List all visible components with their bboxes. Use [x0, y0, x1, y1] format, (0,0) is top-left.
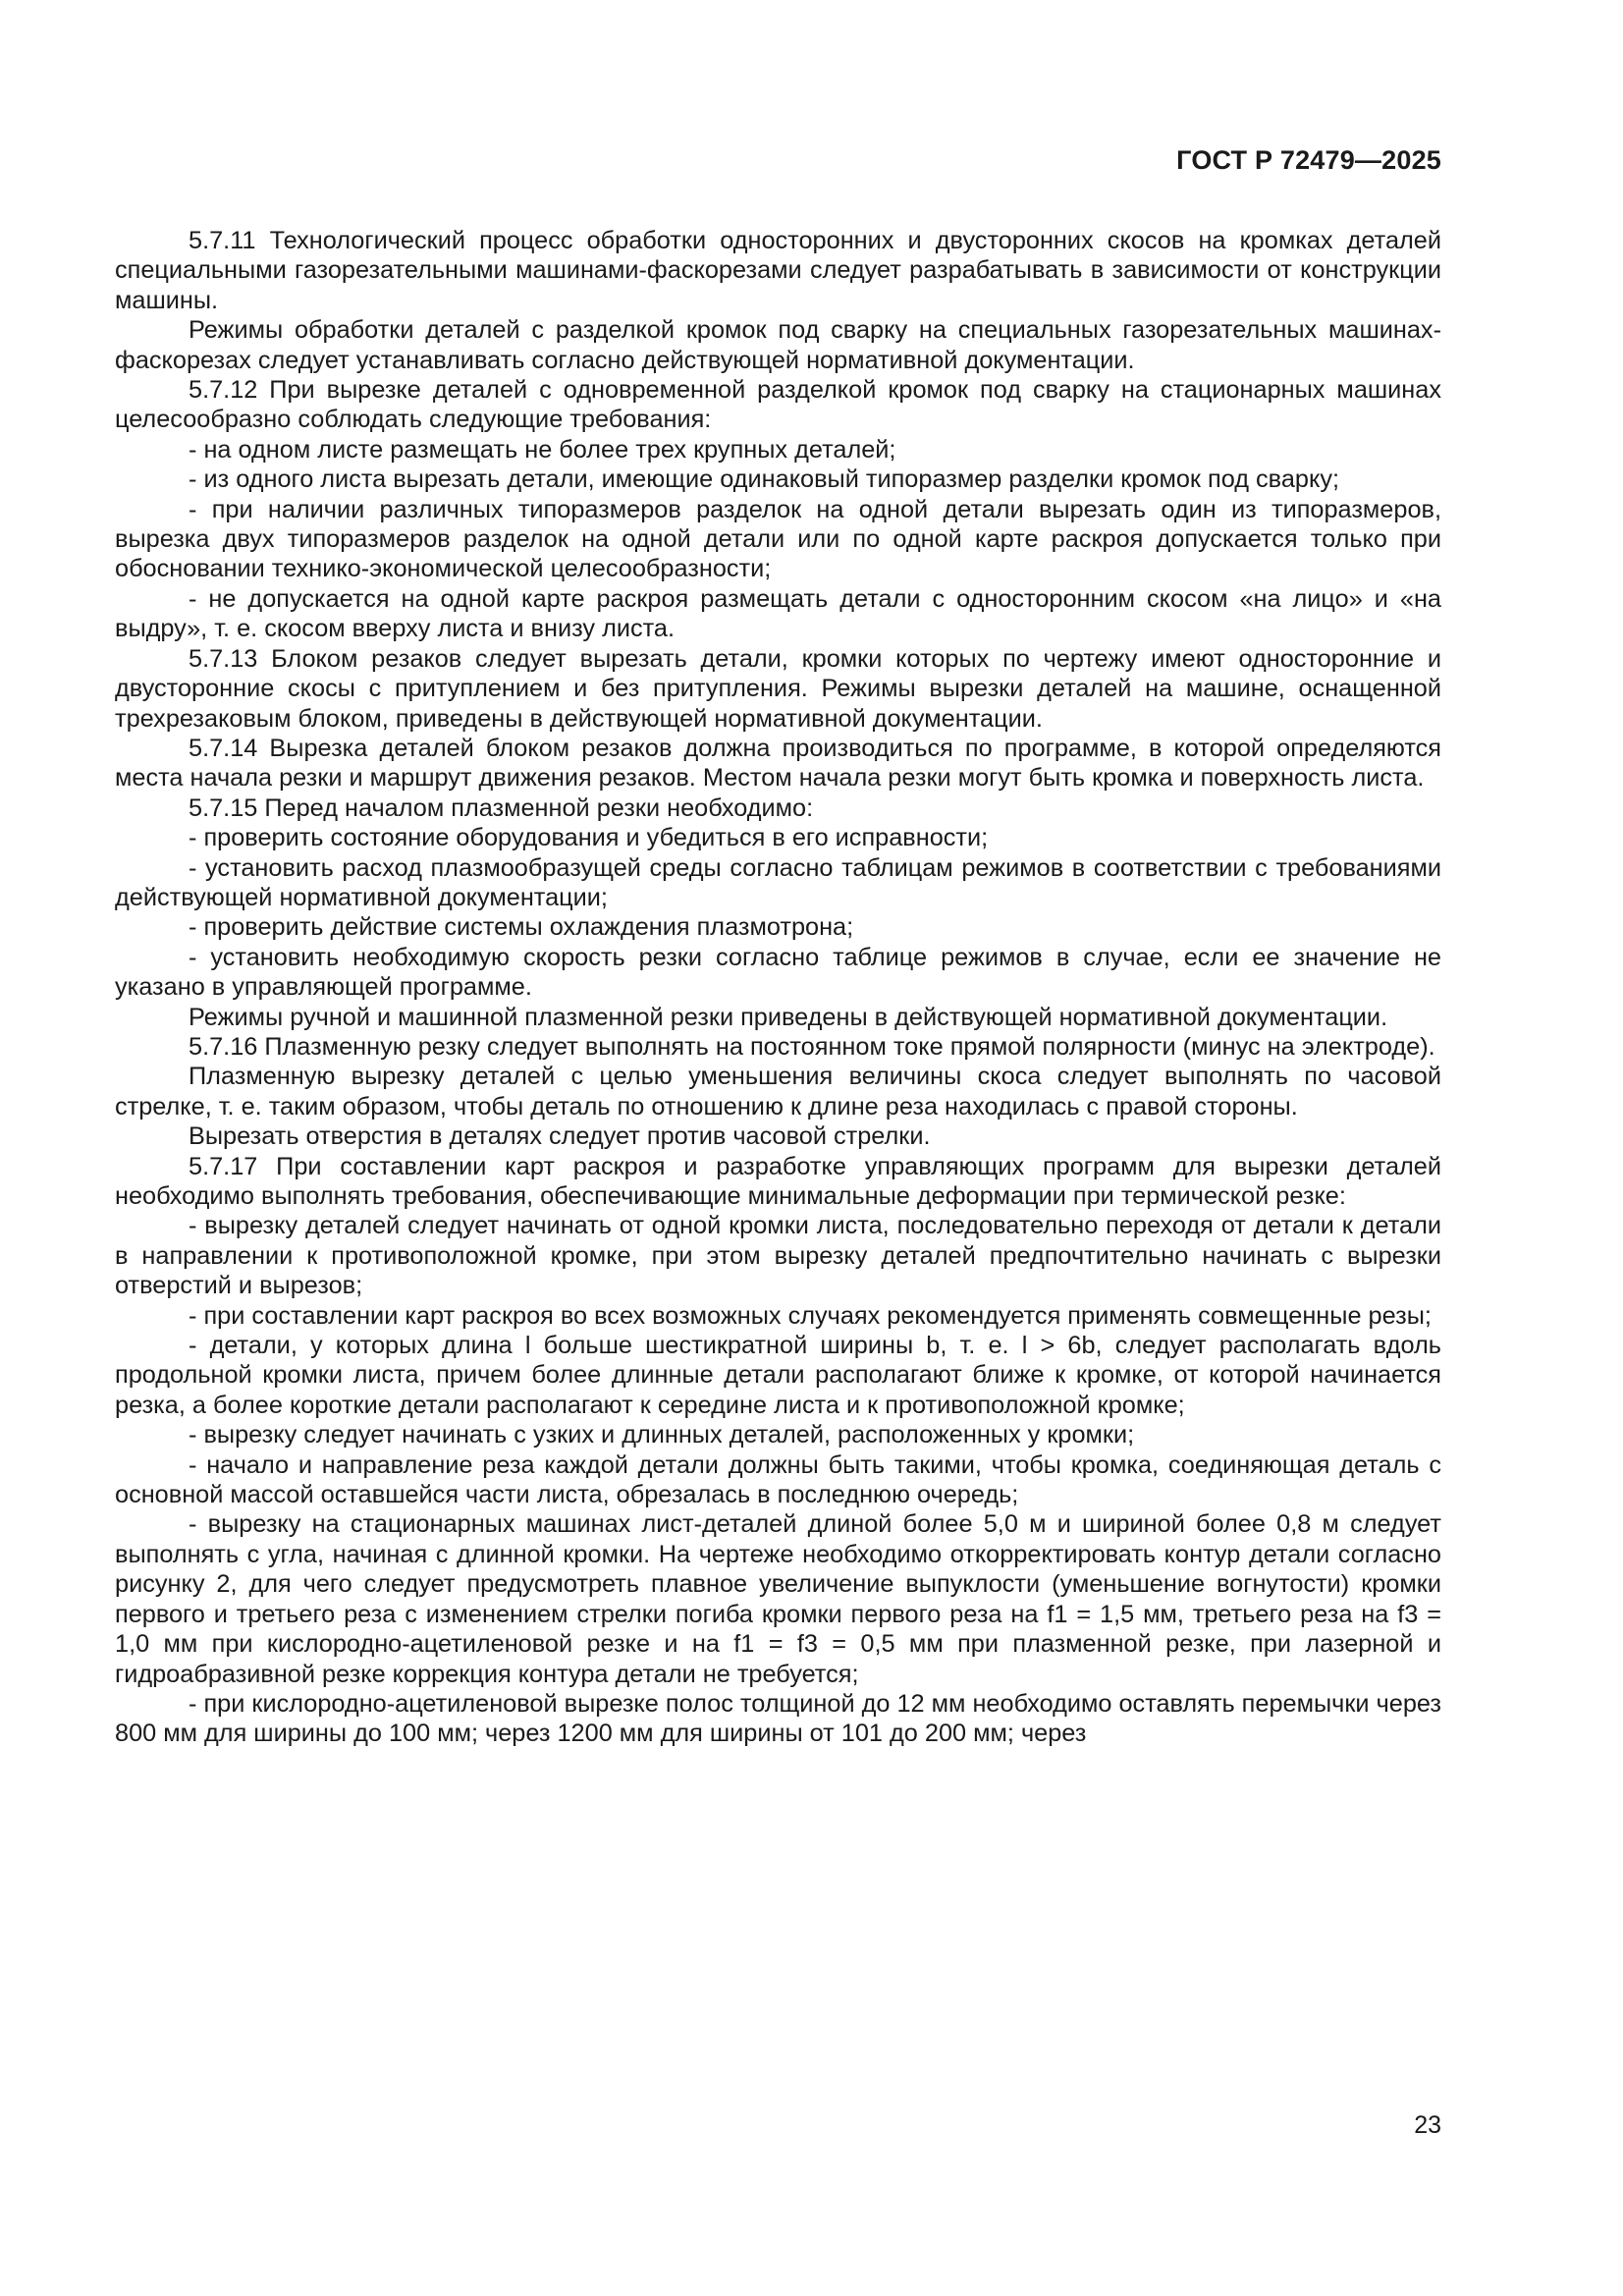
paragraph: Режимы обработки деталей с разделкой кромок под сварку на специальных газорезательных машинах-фаскорезах следует устанавливать согласно действующей нормативной документации.	[115, 316, 1441, 374]
paragraph: 5.7.17 При составлении карт раскроя и разработке управляющих программ для вырезки деталей необходимо выполнять требования, обеспечивающие минимальные деформации при термической резке:	[115, 1152, 1441, 1210]
list-item: - при наличии различных типоразмеров разделок на одной детали вырезать один из типоразмеров, вырезка двух типоразмеров разделок на одной детали или по одной карте раскроя допускается только при обосновании технико-экономической целесообразности;	[115, 495, 1441, 583]
paragraph: 5.7.13 Блоком резаков следует вырезать детали, кромки которых по чертежу имеют односторонние и двусторонние скосы с притуплением и без притупления. Режимы вырезки деталей на машине, оснащенной трехрезаковым блоком, приведены в действующей нормативной документации.	[115, 644, 1441, 733]
paragraph: Режимы ручной и машинной плазменной резки приведены в действующей нормативной документации.	[189, 1003, 1388, 1031]
paragraph: 5.7.16 Плазменную резку следует выполнять на постоянном токе прямой полярности (минус на электроде).	[189, 1032, 1435, 1061]
list-item: - не допускается на одной карте раскроя размещать детали с односторонним скосом «на лицо» и «на выдру», т. е. скосом вверху листа и внизу листа.	[115, 584, 1441, 643]
list-item: - из одного листа вырезать детали, имеющие одинаковый типоразмер разделки кромок под сварку;	[189, 465, 1339, 494]
paragraph: 5.7.15 Перед началом плазменной резки необходимо:	[189, 793, 814, 822]
list-item: - проверить действие системы охлаждения плазмотрона;	[189, 913, 854, 942]
list-item: - вырезку на стационарных машинах лист-деталей длиной более 5,0 м и шириной более 0,8 м следует выполнять с угла, начиная с длинной кромки. На чертеже необходимо откорректировать контур детали согласно рисунку 2, для чего следует предусмотреть плавное увеличение выпуклости (уменьшение вогнутости) кромки первого и третьего реза с изменением стрелки погиба кромки первого реза на f1 = 1,5 мм, третьего реза на f3 = 1,0 мм при кислородно-ацетиленовой резке и на f1 = f3 = 0,5 мм при плазменной резке, при лазерной и гидроабразивной резке коррекция контура детали не требуется;	[115, 1510, 1441, 1688]
paragraph: 5.7.12 При вырезке деталей с одновременной разделкой кромок под сварку на стационарных машинах целесообразно соблюдать следующие требования:	[115, 376, 1441, 434]
document-header: ГОСТ Р 72479—2025	[1176, 145, 1441, 175]
list-item: - детали, у которых длина l больше шестикратной ширины b, т. е. l > 6b, следует располагать вдоль продольной кромки листа, причем более длинные детали располагают ближе к кромке, от которой начинается резка, а более короткие детали располагают к середине листа и к противоположной кромке;	[115, 1332, 1441, 1419]
list-item: - на одном листе размещать не более трех крупных деталей;	[189, 435, 896, 464]
list-item: - при составлении карт раскроя во всех возможных случаях рекомендуется применять совмещенные резы;	[189, 1301, 1432, 1330]
list-item: - установить расход плазмообразущей среды согласно таблицам режимов в соответствии с требованиями действующей нормативной документации;	[115, 853, 1441, 911]
paragraph: Плазменную вырезку деталей с целью уменьшения величины скоса следует выполнять по часовой стрелке, т. е. таким образом, чтобы деталь по отношению к длине реза находилась с правой стороны.	[115, 1063, 1441, 1121]
list-item: - при кислородно-ацетиленовой вырезке полос толщиной до 12 мм необходимо оставлять перемычки через 800 мм для ширины до 100 мм; через 1200 мм для ширины от 101 до 200 мм; через	[115, 1689, 1441, 1748]
paragraph: 5.7.14 Вырезка деталей блоком резаков должна производиться по программе, в которой определяются места начала резки и маршрут движения резаков. Местом начала резки могут быть кромка и поверхность листа.	[115, 734, 1441, 793]
list-item: - вырезку следует начинать с узких и длинных деталей, расположенных у кромки;	[189, 1421, 1135, 1449]
list-item: - установить необходимую скорость резки согласно таблице режимов в случае, если ее значение не указано в управляющей программе.	[115, 943, 1441, 1002]
body-text	[115, 226, 1441, 1749]
paragraph: 5.7.11 Технологический процесс обработки односторонних и двусторонних скосов на кромках деталей специальными газорезательными машинами-фаскорезами следует разрабатывать в зависимости от конструкции машины.	[115, 227, 1441, 314]
list-item: - вырезку деталей следует начинать от одной кромки листа, последовательно переходя от детали к детали в направлении к противоположной кромке, при этом вырезку деталей предпочтительно начинать с вырезки отверстий и вырезов;	[115, 1212, 1441, 1300]
list-item: - проверить состояние оборудования и убедиться в его исправности;	[189, 824, 989, 852]
list-item: - начало и направление реза каждой детали должны быть такими, чтобы кромка, соединяющая деталь с основной массой оставшейся части листа, обрезалась в последнюю очередь;	[115, 1450, 1441, 1509]
paragraph: Вырезать отверстия в деталях следует против часовой стрелки.	[189, 1122, 931, 1151]
page-number: 23	[1414, 2111, 1441, 2139]
